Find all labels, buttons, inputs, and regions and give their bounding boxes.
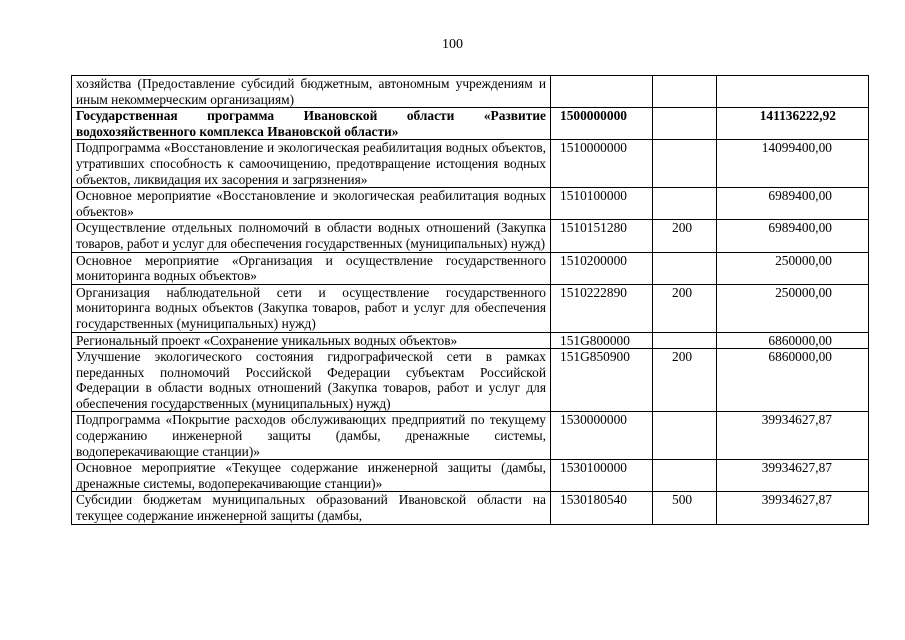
row-sum-cell: 6860000,00: [717, 349, 869, 412]
row-type-cell: [653, 460, 717, 492]
table-row: [72, 284, 869, 332]
row-code-cell: 1510000000: [551, 140, 653, 188]
row-sum-cell: 141136222,92: [717, 108, 869, 140]
table-row: [72, 108, 869, 140]
row-type-cell: 200: [653, 349, 717, 412]
row-code-cell: 1530000000: [551, 412, 653, 460]
table-row: [72, 412, 869, 460]
row-name-cell: Субсидии бюджетам муниципальных образований Ивановской области на текущее содержание инженерной защиты (дамбы,: [72, 492, 551, 524]
row-name-cell: Государственная программа Ивановской области «Развитие водохозяйственного комплекса Ивановской области»: [72, 108, 551, 140]
row-name-cell: Осуществление отдельных полномочий в области водных отношений (Закупка товаров, работ и услуг для обеспечения государственных (муниципальных) нужд): [72, 220, 551, 252]
row-name-cell: Основное мероприятие «Текущее содержание инженерной защиты (дамбы, дренажные системы, водоперекачивающие станции)»: [72, 460, 551, 492]
row-name-cell: Основное мероприятие «Организация и осуществление государственного мониторинга водных объектов»: [72, 252, 551, 284]
row-name-cell: Основное мероприятие «Восстановление и экологическая реабилитация водных объектов»: [72, 188, 551, 220]
table-row: [72, 252, 869, 284]
row-code-cell: 1510151280: [551, 220, 653, 252]
row-type-cell: [653, 252, 717, 284]
row-code-cell: 1510222890: [551, 284, 653, 332]
row-sum-cell: 39934627,87: [717, 460, 869, 492]
table-row: [72, 140, 869, 188]
row-type-cell: 200: [653, 220, 717, 252]
row-sum-cell: 250000,00: [717, 252, 869, 284]
row-type-cell: 500: [653, 492, 717, 524]
row-code-cell: 1510200000: [551, 252, 653, 284]
row-code-cell: 1510100000: [551, 188, 653, 220]
row-code-cell: 1530180540: [551, 492, 653, 524]
row-type-cell: [653, 412, 717, 460]
row-sum-cell: 39934627,87: [717, 412, 869, 460]
row-type-cell: [653, 188, 717, 220]
table-row: [72, 76, 869, 108]
row-type-cell: 200: [653, 284, 717, 332]
row-type-cell: [653, 332, 717, 349]
table-row: [72, 492, 869, 524]
row-sum-cell: 6989400,00: [717, 188, 869, 220]
budget-table: [71, 75, 869, 525]
row-type-cell: [653, 108, 717, 140]
row-name-cell: Подпрограмма «Восстановление и экологическая реабилитация водных объектов, утративших способность к самоочищению, предотвращение истощения водных объектов, ликвидация их засорения и загрязнения»: [72, 140, 551, 188]
table-row: [72, 188, 869, 220]
row-code-cell: 151G800000: [551, 332, 653, 349]
row-sum-cell: [717, 76, 869, 108]
table-row: [72, 349, 869, 412]
row-code-cell: 1530100000: [551, 460, 653, 492]
row-code-cell: [551, 76, 653, 108]
row-sum-cell: 6860000,00: [717, 332, 869, 349]
row-code-cell: 151G850900: [551, 349, 653, 412]
row-code-cell: 1500000000: [551, 108, 653, 140]
row-type-cell: [653, 140, 717, 188]
row-name-cell: Улучшение экологического состояния гидрографической сети в рамках переданных полномочий Российской Федерации субъектам Российской Федерации в области водных отношений (Закупка товаров, работ и услуг для обеспечения государственных (муниципальных) нужд): [72, 349, 551, 412]
row-name-cell: хозяйства (Предоставление субсидий бюджетным, автономным учреждениям и иным некоммерческим организациям): [72, 76, 551, 108]
row-name-cell: Подпрограмма «Покрытие расходов обслуживающих предприятий по текущему содержанию инженерной защиты (дамбы, дренажные системы, водоперекачивающие станции)»: [72, 412, 551, 460]
row-name-cell: Организация наблюдательной сети и осуществление государственного мониторинга водных объектов (Закупка товаров, работ и услуг для обеспечения государственных (муниципальных) нужд): [72, 284, 551, 332]
table-row: [72, 220, 869, 252]
row-sum-cell: 39934627,87: [717, 492, 869, 524]
row-sum-cell: 6989400,00: [717, 220, 869, 252]
page-number: 100: [442, 37, 463, 52]
table-row: [72, 460, 869, 492]
row-sum-cell: 14099400,00: [717, 140, 869, 188]
row-type-cell: [653, 76, 717, 108]
table-row: [72, 332, 869, 349]
row-name-cell: Региональный проект «Сохранение уникальных водных объектов»: [72, 332, 551, 349]
row-sum-cell: 250000,00: [717, 284, 869, 332]
